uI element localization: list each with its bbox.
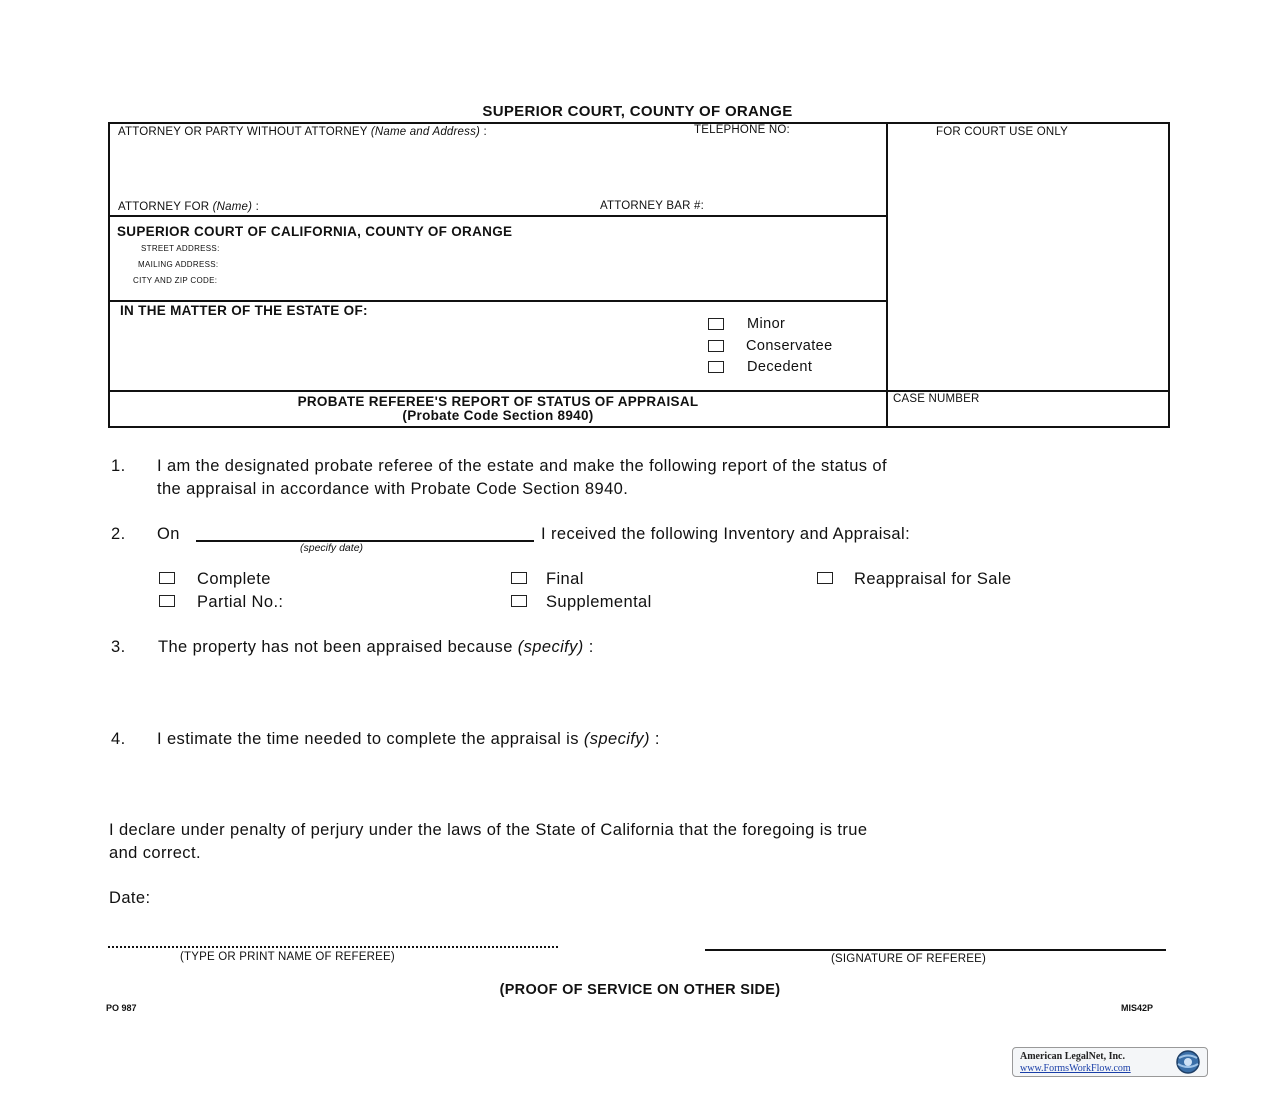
partial-label: Partial No.: xyxy=(197,593,284,611)
court-use-label: FOR COURT USE ONLY xyxy=(936,126,1069,138)
logo-website-link[interactable]: www.FormsWorkFlow.com xyxy=(1020,1063,1131,1074)
declaration-line2: and correct. xyxy=(109,844,201,862)
date-label: Date: xyxy=(109,889,151,907)
attorney-for-colon: : xyxy=(255,201,259,213)
conservatee-checkbox[interactable] xyxy=(708,340,724,352)
row-divider-3 xyxy=(110,390,1170,392)
item1-line2: the appraisal in accordance with Probate Code Section 8940. xyxy=(157,480,629,498)
reappraisal-checkbox[interactable] xyxy=(817,572,833,584)
supplemental-checkbox[interactable] xyxy=(511,595,527,607)
form-title: SUPERIOR COURT, COUNTY OF ORANGE xyxy=(482,103,793,120)
partial-checkbox[interactable] xyxy=(159,595,175,607)
globe-icon xyxy=(1171,1049,1205,1075)
attorney-label-colon: : xyxy=(483,126,487,138)
final-checkbox[interactable] xyxy=(511,572,527,584)
attorney-for-label: ATTORNEY FOR xyxy=(118,201,210,213)
complete-checkbox[interactable] xyxy=(159,572,175,584)
item2-on: On xyxy=(157,525,180,543)
mailing-address-label: MAILING ADDRESS: xyxy=(138,260,219,269)
column-divider xyxy=(886,124,888,426)
item3-colon: : xyxy=(588,638,594,656)
attorney-for-italic: (Name) xyxy=(212,201,253,213)
form-code-left: PO 987 xyxy=(106,1003,137,1013)
item4-number: 4. xyxy=(111,730,126,748)
city-zip-label: CITY AND ZIP CODE: xyxy=(133,276,218,285)
estate-matter-label: IN THE MATTER OF THE ESTATE OF: xyxy=(120,303,368,318)
minor-checkbox[interactable] xyxy=(708,318,724,330)
conservatee-label: Conservatee xyxy=(746,338,833,354)
telephone-label: TELEPHONE NO: xyxy=(694,124,790,136)
bar-number-label: ATTORNEY BAR #: xyxy=(600,200,704,212)
item4-italic: (specify) xyxy=(583,730,650,748)
declaration-line1: I declare under penalty of perjury under the laws of the State of California that the foregoing is true xyxy=(109,821,868,839)
proof-of-service-note: (PROOF OF SERVICE ON OTHER SIDE) xyxy=(499,982,781,998)
american-legalnet-logo[interactable] xyxy=(1012,1047,1208,1077)
item2-text: I received the following Inventory and Appraisal: xyxy=(541,525,911,543)
referee-name-caption: (TYPE OR PRINT NAME OF REFEREE) xyxy=(180,951,395,963)
logo-company-name: American LegalNet, Inc. xyxy=(1020,1051,1125,1062)
report-subtitle: (Probate Code Section 8940) xyxy=(402,408,594,423)
report-title: PROBATE REFEREE'S REPORT OF STATUS OF APPRAISAL xyxy=(297,394,699,409)
attorney-label: ATTORNEY OR PARTY WITHOUT ATTORNEY xyxy=(118,126,368,138)
item2-number: 2. xyxy=(111,525,126,543)
complete-label: Complete xyxy=(197,570,271,588)
case-number-label: CASE NUMBER xyxy=(893,393,980,405)
attorney-label-row xyxy=(118,126,487,138)
item3-text: The property has not been appraised because xyxy=(158,638,513,656)
final-label: Final xyxy=(546,570,584,588)
date-hint: (specify date) xyxy=(300,542,364,554)
reappraisal-label: Reappraisal for Sale xyxy=(854,570,1012,588)
signature-caption: (SIGNATURE OF REFEREE) xyxy=(831,953,986,965)
row-divider-2 xyxy=(110,300,886,302)
item3-row xyxy=(158,638,594,657)
referee-name-line[interactable] xyxy=(108,946,558,948)
item4-row xyxy=(157,730,660,749)
supplemental-label: Supplemental xyxy=(546,593,652,611)
item3-italic: (specify) xyxy=(517,638,584,656)
item4-text: I estimate the time needed to complete the appraisal is xyxy=(157,730,579,748)
minor-label: Minor xyxy=(747,316,786,332)
row-divider-1 xyxy=(110,215,886,217)
item3-number: 3. xyxy=(111,638,126,656)
form-code-right: MIS42P xyxy=(1121,1003,1154,1013)
decedent-checkbox[interactable] xyxy=(708,361,724,373)
attorney-label-italic: (Name and Address) xyxy=(370,126,481,138)
court-name: SUPERIOR COURT OF CALIFORNIA, COUNTY OF ORANGE xyxy=(117,224,513,239)
decedent-label: Decedent xyxy=(747,359,813,375)
item1-line1: I am the designated probate referee of the estate and make the following report of the status of xyxy=(157,457,887,475)
date-input-line[interactable] xyxy=(196,540,534,542)
item1-number: 1. xyxy=(111,457,126,475)
referee-signature-line[interactable] xyxy=(705,949,1166,951)
item4-colon: : xyxy=(654,730,660,748)
street-address-label: STREET ADDRESS: xyxy=(141,244,220,253)
caption-box xyxy=(108,122,1170,428)
attorney-for-row xyxy=(118,201,259,213)
